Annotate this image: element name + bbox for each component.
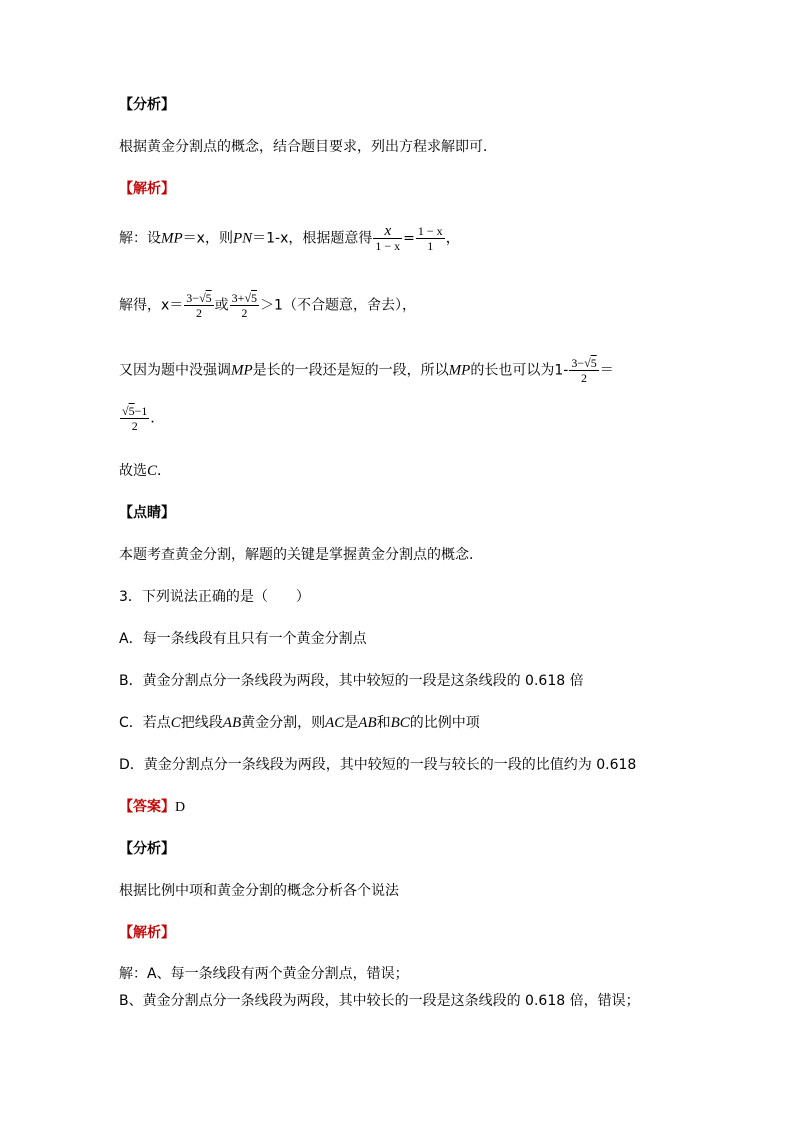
solution-line-3: 又因为题中没强调MP是长的一段还是短的一段，所以MP的长也可以为1- $\frac{3-√5}{2}$ ＝: [119, 356, 614, 385]
fraction-x-over-1-minus-x: $\frac{x}{1 - x}$: [375, 223, 401, 253]
analysis-3-text: 根据比例中项和黄金分割的概念分析各个说法: [119, 883, 399, 899]
option-a: A．每一条线段有且只有一个黄金分割点: [119, 631, 367, 647]
answer-line: [119, 798, 185, 817]
fraction-root5-minus-1-over-2: $\frac{√5-1}{2}$: [122, 404, 148, 433]
fraction-1-minus-x-over-1: $\frac{1 - x}{1}$: [417, 224, 443, 253]
solution-line-2: 解得，x＝ $\frac{3-√5}{2}$ 或 $\frac{3+√5}{2}$ ＞1（不合题意，舍去），: [119, 291, 416, 320]
choose-line: 故选C．: [119, 463, 172, 479]
solution-header: 【解析】: [119, 181, 175, 197]
comment-header: 【点睛】: [119, 505, 175, 521]
solution-line-4: $\frac{√5-1}{2}$ ．: [122, 404, 165, 433]
fraction-3-minus-root5-over-2: $\frac{3-√5}{2}$: [186, 291, 212, 320]
analysis-text: 根据黄金分割点的概念，结合题目要求，列出方程求解即可．: [119, 139, 497, 155]
comment-text: 本题考查黄金分割，解题的关键是掌握黄金分割点的概念.: [119, 547, 474, 563]
analysis-3-header: 【分析】: [119, 841, 175, 857]
question-3-stem: 3．下列说法正确的是（ ）: [119, 589, 310, 605]
fraction-3-plus-root5-over-2: $\frac{3+√5}{2}$: [231, 291, 258, 320]
answer-header: 【答案】: [119, 799, 175, 815]
solution-line-1: 解：设MP＝x，则PN＝1-x，根据题意得 $\frac{x}{1 - x}$ = $\frac{1 - x}{1}$ ，: [119, 223, 460, 253]
fraction-3-minus-root5-over-2-b: $\frac{3-√5}{2}$: [571, 356, 597, 385]
option-b: B．黄金分割点分一条线段为两段，其中较短的一段是这条线段的 0.618 倍: [119, 673, 584, 689]
analysis-header: 【分析】: [119, 97, 175, 113]
solution-3-header: 【解析】: [119, 925, 175, 941]
option-d: D．黄金分割点分一条线段为两段，其中较短的一段与较长的一段的比值约为 0.618: [119, 757, 637, 773]
answer-value: D: [175, 800, 186, 815]
solution-3-line-b: B、黄金分割点分一条线段为两段，其中较长的一段是这条线段的 0.618 倍，错误；: [119, 993, 640, 1009]
solution-3-line-a: 解：A、每一条线段有两个黄金分割点，错误；: [119, 966, 409, 982]
option-c: C．若点C把线段AB黄金分割，则AC是AB和BC的比例中项: [119, 715, 480, 731]
